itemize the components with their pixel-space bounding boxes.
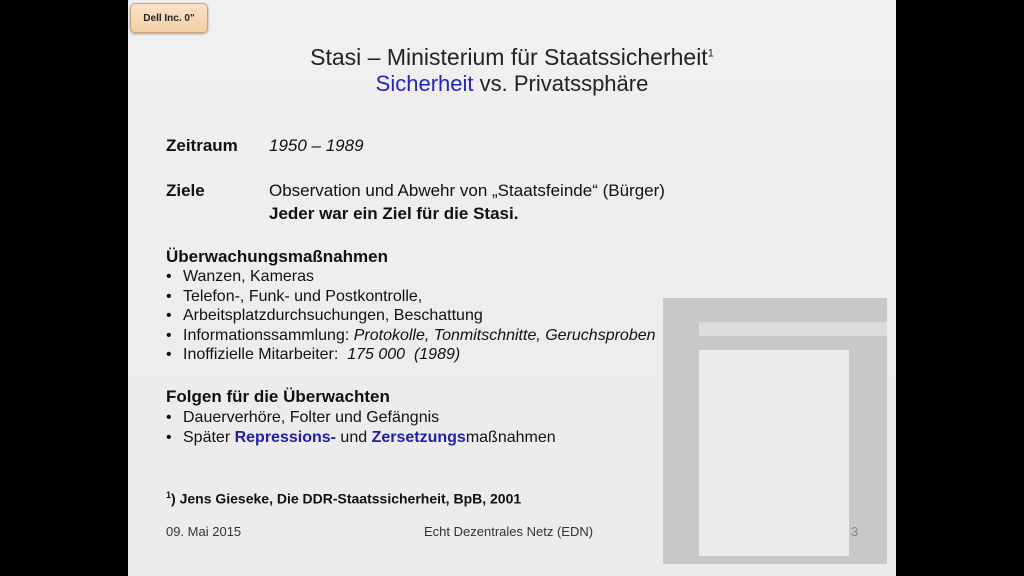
title-footnote-mark: 1 [707, 47, 714, 60]
ziele-line1: Observation und Abwehr von „Staatsfeinde“ (Bürger) [269, 181, 665, 200]
slide-title-text: Stasi – Ministerium für Staatssicherheit [310, 44, 708, 70]
info-italic: Protokolle, Tonmitschnitte, Geruchsproben [353, 326, 656, 344]
subtitle-highlight: Sicherheit [375, 71, 474, 96]
footer-center: Echt Dezentrales Netz (EDN) [424, 524, 594, 539]
slide [128, 0, 896, 576]
im-prefix: Inoffizielle Mitarbeiter: [183, 346, 348, 363]
ziele-line2: Jeder war ein Ziel für die Stasi. [269, 204, 519, 223]
zeitraum-value: 1950 – 1989 [269, 136, 364, 155]
footer-date: 09. Mai 2015 [166, 524, 242, 539]
list-item [166, 428, 556, 448]
list-item: • Arbeitsplatzdurchsuchungen, Beschattung [166, 306, 656, 326]
page-number: 3 [851, 524, 859, 539]
device-badge: Dell Inc. 0" [130, 3, 208, 33]
footnote-mark: 1 [166, 490, 172, 500]
slide-title [128, 44, 896, 71]
slide-subtitle [128, 71, 896, 97]
list-item: • Dauerverhöre, Folter und Gefängnis [166, 408, 556, 428]
ueberwachung-heading: Überwachungsmaßnahmen [166, 247, 388, 266]
list-item [166, 345, 656, 365]
im-italic: 175 000 (1989) [347, 346, 461, 363]
folgen-text: Später [183, 428, 235, 446]
zeitraum-label: Zeitraum [166, 136, 238, 155]
folgen-text: und [335, 428, 372, 446]
list-item: • Telefon-, Funk- und Postkontrolle, [166, 287, 656, 307]
subtitle-rest: vs. Privatssphäre [473, 71, 649, 96]
ziele-label: Ziele [166, 181, 205, 200]
footnote-text: ) Jens Gieseke, Die DDR-Staatssicherheit, BpB, 2001 [171, 490, 522, 507]
ueberwachung-list [166, 267, 656, 365]
footnote [166, 490, 521, 507]
folgen-text: maßnahmen [465, 428, 556, 446]
list-item: • Wanzen, Kameras [166, 267, 656, 287]
folgen-highlight: Repressions- [234, 428, 336, 446]
folgen-heading: Folgen für die Überwachten [166, 387, 390, 406]
list-item [166, 326, 656, 346]
folgen-highlight: Zersetzungs [371, 428, 466, 446]
info-prefix: Informationssammlung: [183, 326, 354, 344]
folgen-list [166, 408, 556, 447]
